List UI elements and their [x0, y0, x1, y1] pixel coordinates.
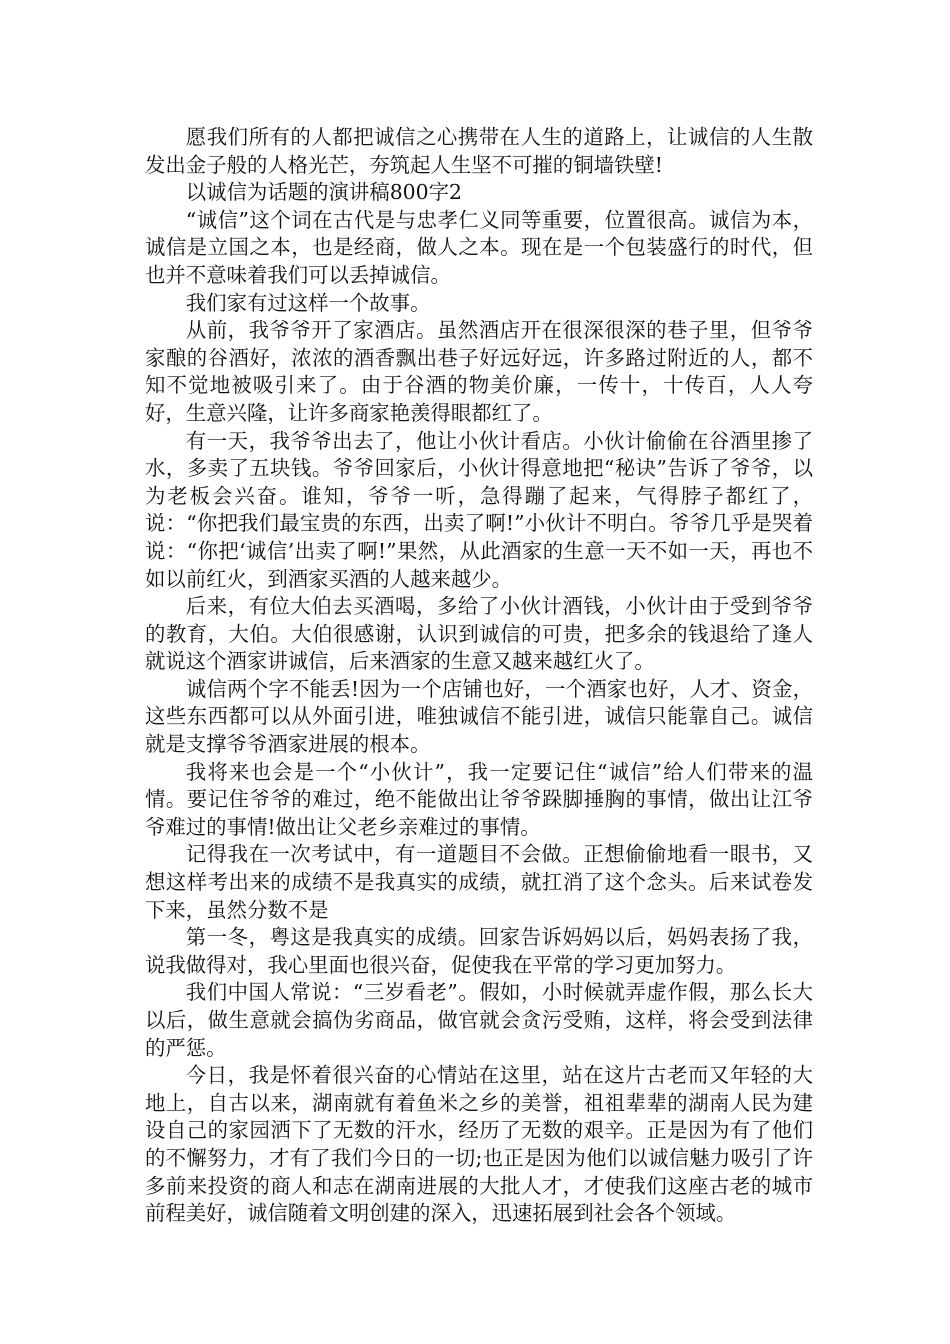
paragraph-intro: “诚信”这个词在古代是与忠孝仁义同等重要，位置很高。诚信为本，诚信是立国之本，也是经商，做人之本。现在是一个包装盛行的时代，但也并不意味着我们可以丢掉诚信。	[145, 207, 813, 287]
section-heading: 以诚信为话题的演讲稿800字2	[185, 180, 462, 205]
paragraph-proverb: 我们中国人常说：“三岁看老”。假如，小时候就弄虚作假，那么长大以后，做生意就会搞伪劣商品，做官就会贪污受贿，这样，将会受到法律的严惩。	[145, 980, 813, 1060]
paragraph-future-helper: 我将来也会是一个“小伙计”，我一定要记住“诚信”给人们带来的温情。要记住爷爷的难过，绝不能做出让爷爷跺脚捶胸的事情，做出让江爷爷难过的事情!做出让父老乡亲难过的事情。	[145, 759, 813, 839]
document-page	[145, 124, 813, 1228]
paragraph-watered-wine: 有一天，我爷爷出去了，他让小伙计看店。小伙计偷偷在谷酒里掺了水，多卖了五块钱。爷爷回家后，小伙计得意地把“秘诀”告诉了爷爷，以为老板会兴奋。谁知，爷爷一听，急得蹦了起来，气得脖子都红了，说：“你把我们最宝贵的东西，出卖了啊!”小伙计不明白。爷爷几乎是哭着说：“你把‘诚信’出卖了啊!”果然，从此酒家的生意一天不如一天，再也不如以前红火，到酒家买酒的人越来越少。	[145, 428, 813, 591]
paragraph-story-intro: 我们家有过这样一个故事。	[185, 290, 431, 315]
paragraph-grandfather-shop: 从前，我爷爷开了家酒店。虽然酒店开在很深很深的巷子里，但爷爷家酿的谷酒好，浓浓的酒香飘出巷子好远好远，许多路过附近的人，都不知不觉地被吸引来了。由于谷酒的物美价廉，一传十，十传百，人人夸好，生意兴隆，让许多商家艳羡得眼都红了。	[145, 318, 813, 425]
paragraph-exam-result: 第一冬，粤这是我真实的成绩。回家告诉妈妈以后，妈妈表扬了我，说我做得对，我心里面也很兴奋，促使我在平常的学习更加努力。	[145, 925, 813, 977]
paragraph-uncle-returns: 后来，有位大伯去买酒喝，多给了小伙计酒钱，小伙计由于受到爷爷的教育，大伯。大伯很感谢，认识到诚信的可贵，把多余的钱退给了逢人就说这个酒家讲诚信，后来酒家的生意又越来越红火了。	[145, 594, 813, 674]
paragraph-closing-wish: 愿我们所有的人都把诚信之心携带在人生的道路上，让诚信的人生散发出金子般的人格光芒，夯筑起人生坚不可摧的铜墙铁壁!	[145, 125, 813, 177]
paragraph-exam: 记得我在一次考试中，有一道题目不会做。正想偷偷地看一眼书，又想这样考出来的成绩不是我真实的成绩，就扛消了这个念头。后来试卷发下来，虽然分数不是	[145, 842, 813, 922]
paragraph-integrity-root: 诚信两个字不能丢!因为一个店铺也好，一个酒家也好，人才、资金，这些东西都可以从外面引进，唯独诚信不能引进，诚信只能靠自己。诚信就是支撑爷爷酒家进展的根本。	[145, 676, 813, 757]
paragraph-hunan: 今日，我是怀着很兴奋的心情站在这里，站在这片古老而又年轻的大地上，自古以来，湖南就有着鱼米之乡的美誉，祖祖辈辈的湖南人民为建设自己的家园洒下了无数的汗水，经历了无数的艰辛。正是因为有了他们的不懈努力，才有了我们今日的一切;也正是因为他们以诚信魅力吸引了许多前来投资的商人和志在湖南进展的大批人才，才使我们这座古老的城市前程美好，诚信随着文明创建的深入，迅速拓展到社会各个领域。	[145, 1063, 813, 1226]
